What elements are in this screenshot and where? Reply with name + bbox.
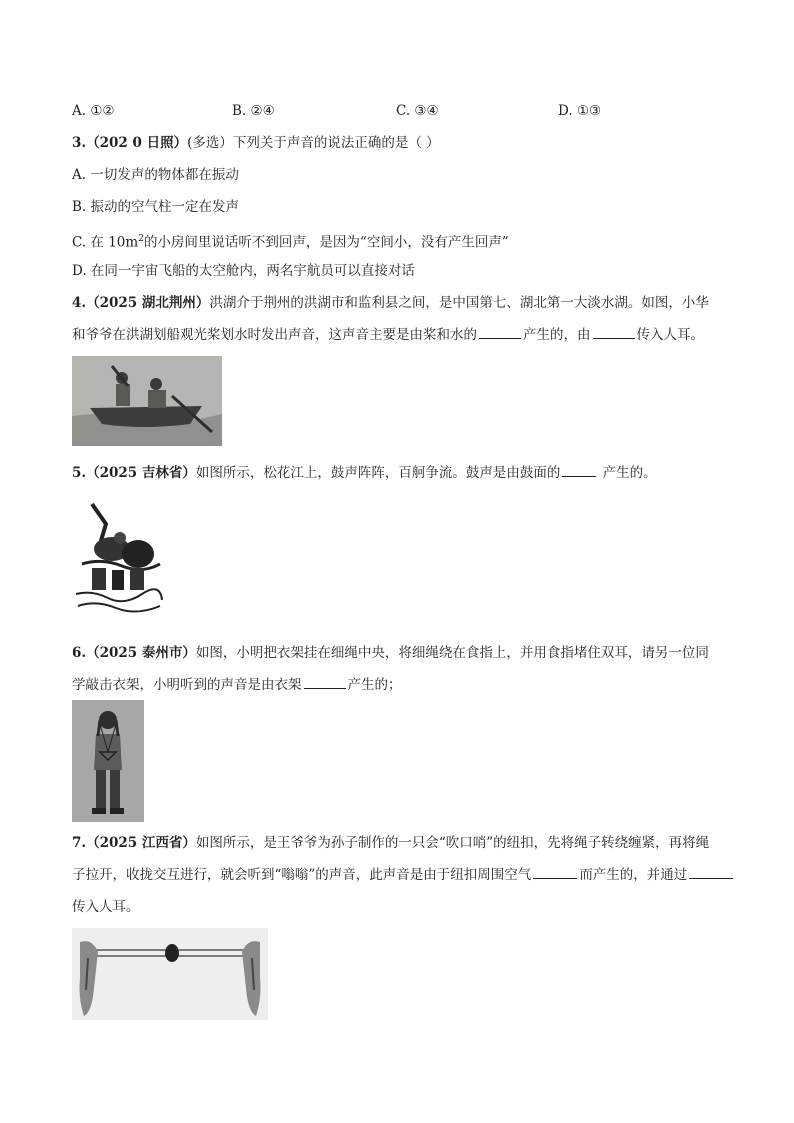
question-5-number: 5.（2025 吉林省）: [72, 465, 196, 481]
question-3-option-c: C. 在 $10m^2$的小房间里说话听不到回声，是因为“空间小，没有产生回声”: [72, 234, 509, 251]
option-b: B. ②④: [232, 103, 275, 119]
question-5-line-1: 5.（2025 吉林省）如图所示，松花江上，鼓声阵阵，百舸争流。鼓声是由鼓面的 产生的。: [72, 465, 657, 481]
button-whistle-illustration: [72, 928, 268, 1020]
question-6-number: 6.（2025 泰州市）: [72, 645, 196, 661]
hanger-figure: [72, 700, 144, 822]
option-c: C. ③④: [396, 103, 439, 119]
question-6-line-2: 学敲击衣架，小明听到的声音是由衣架 产生的；: [72, 677, 402, 693]
question-3-option-a: A. 一切发声的物体都在振动: [72, 167, 239, 183]
question-7-number: 7.（2025 江西省）: [72, 835, 196, 851]
answer-blank: [562, 464, 596, 477]
answer-blank: [533, 866, 577, 879]
question-3-number: 3.（202 0 日照）: [72, 135, 188, 151]
boat-illustration: [72, 356, 222, 446]
answer-blank: [593, 326, 635, 339]
question-3-option-d: D. 在同一宇宙飞船的太空舱内，两名宇航员可以直接对话: [72, 263, 415, 279]
drum-illustration: [72, 494, 164, 614]
question-6-line-1: 6.（2025 泰州市）如图，小明把衣架挂在细绳中央，将细绳绕在食指上，并用食指堵住双耳，请另一位同: [72, 645, 709, 661]
question-3-text: (多选）下列关于声音的说法正确的是（ ）: [187, 135, 440, 151]
question-4-number: 4.（2025 湖北荆州）: [72, 295, 210, 311]
boat-figure: [72, 356, 222, 446]
question-7-line-1: 7.（2025 江西省）如图所示，是王爷爷为孙子制作的一只会“吹口哨”的纽扣，先将绳子转绕缠紧，再将绳: [72, 835, 710, 851]
question-4-line-2: 和爷爷在洪湖划船观光桨划水时发出声音，这声音主要是由桨和水的 产生的，由 传入人耳。: [72, 327, 704, 343]
button-whistle-figure: [72, 928, 268, 1020]
question-7-line-2: 子拉开，收拢交互进行，就会听到“嗡嗡”的声音，此声音是由于纽扣周围空气 而产生的，并通过: [72, 866, 735, 884]
question-3-stem: [72, 134, 440, 152]
drum-boat-figure: [72, 494, 164, 614]
option-a: A. ①②: [72, 103, 115, 119]
question-4-line-1: 4.（2025 湖北荆州）洪湖介于荆州的洪湖市和监利县之间，是中国第七、湖北第一大淡水湖。如图，小华: [72, 295, 709, 311]
question-7-line-3: 传入人耳。: [72, 899, 140, 915]
answer-blank: [304, 676, 346, 689]
option-d: D. ①③: [558, 103, 602, 119]
question-3-option-b: B. 振动的空气柱一定在发声: [72, 199, 240, 215]
answer-blank: [479, 326, 521, 339]
person-illustration: [72, 700, 144, 822]
answer-blank: [689, 866, 733, 879]
